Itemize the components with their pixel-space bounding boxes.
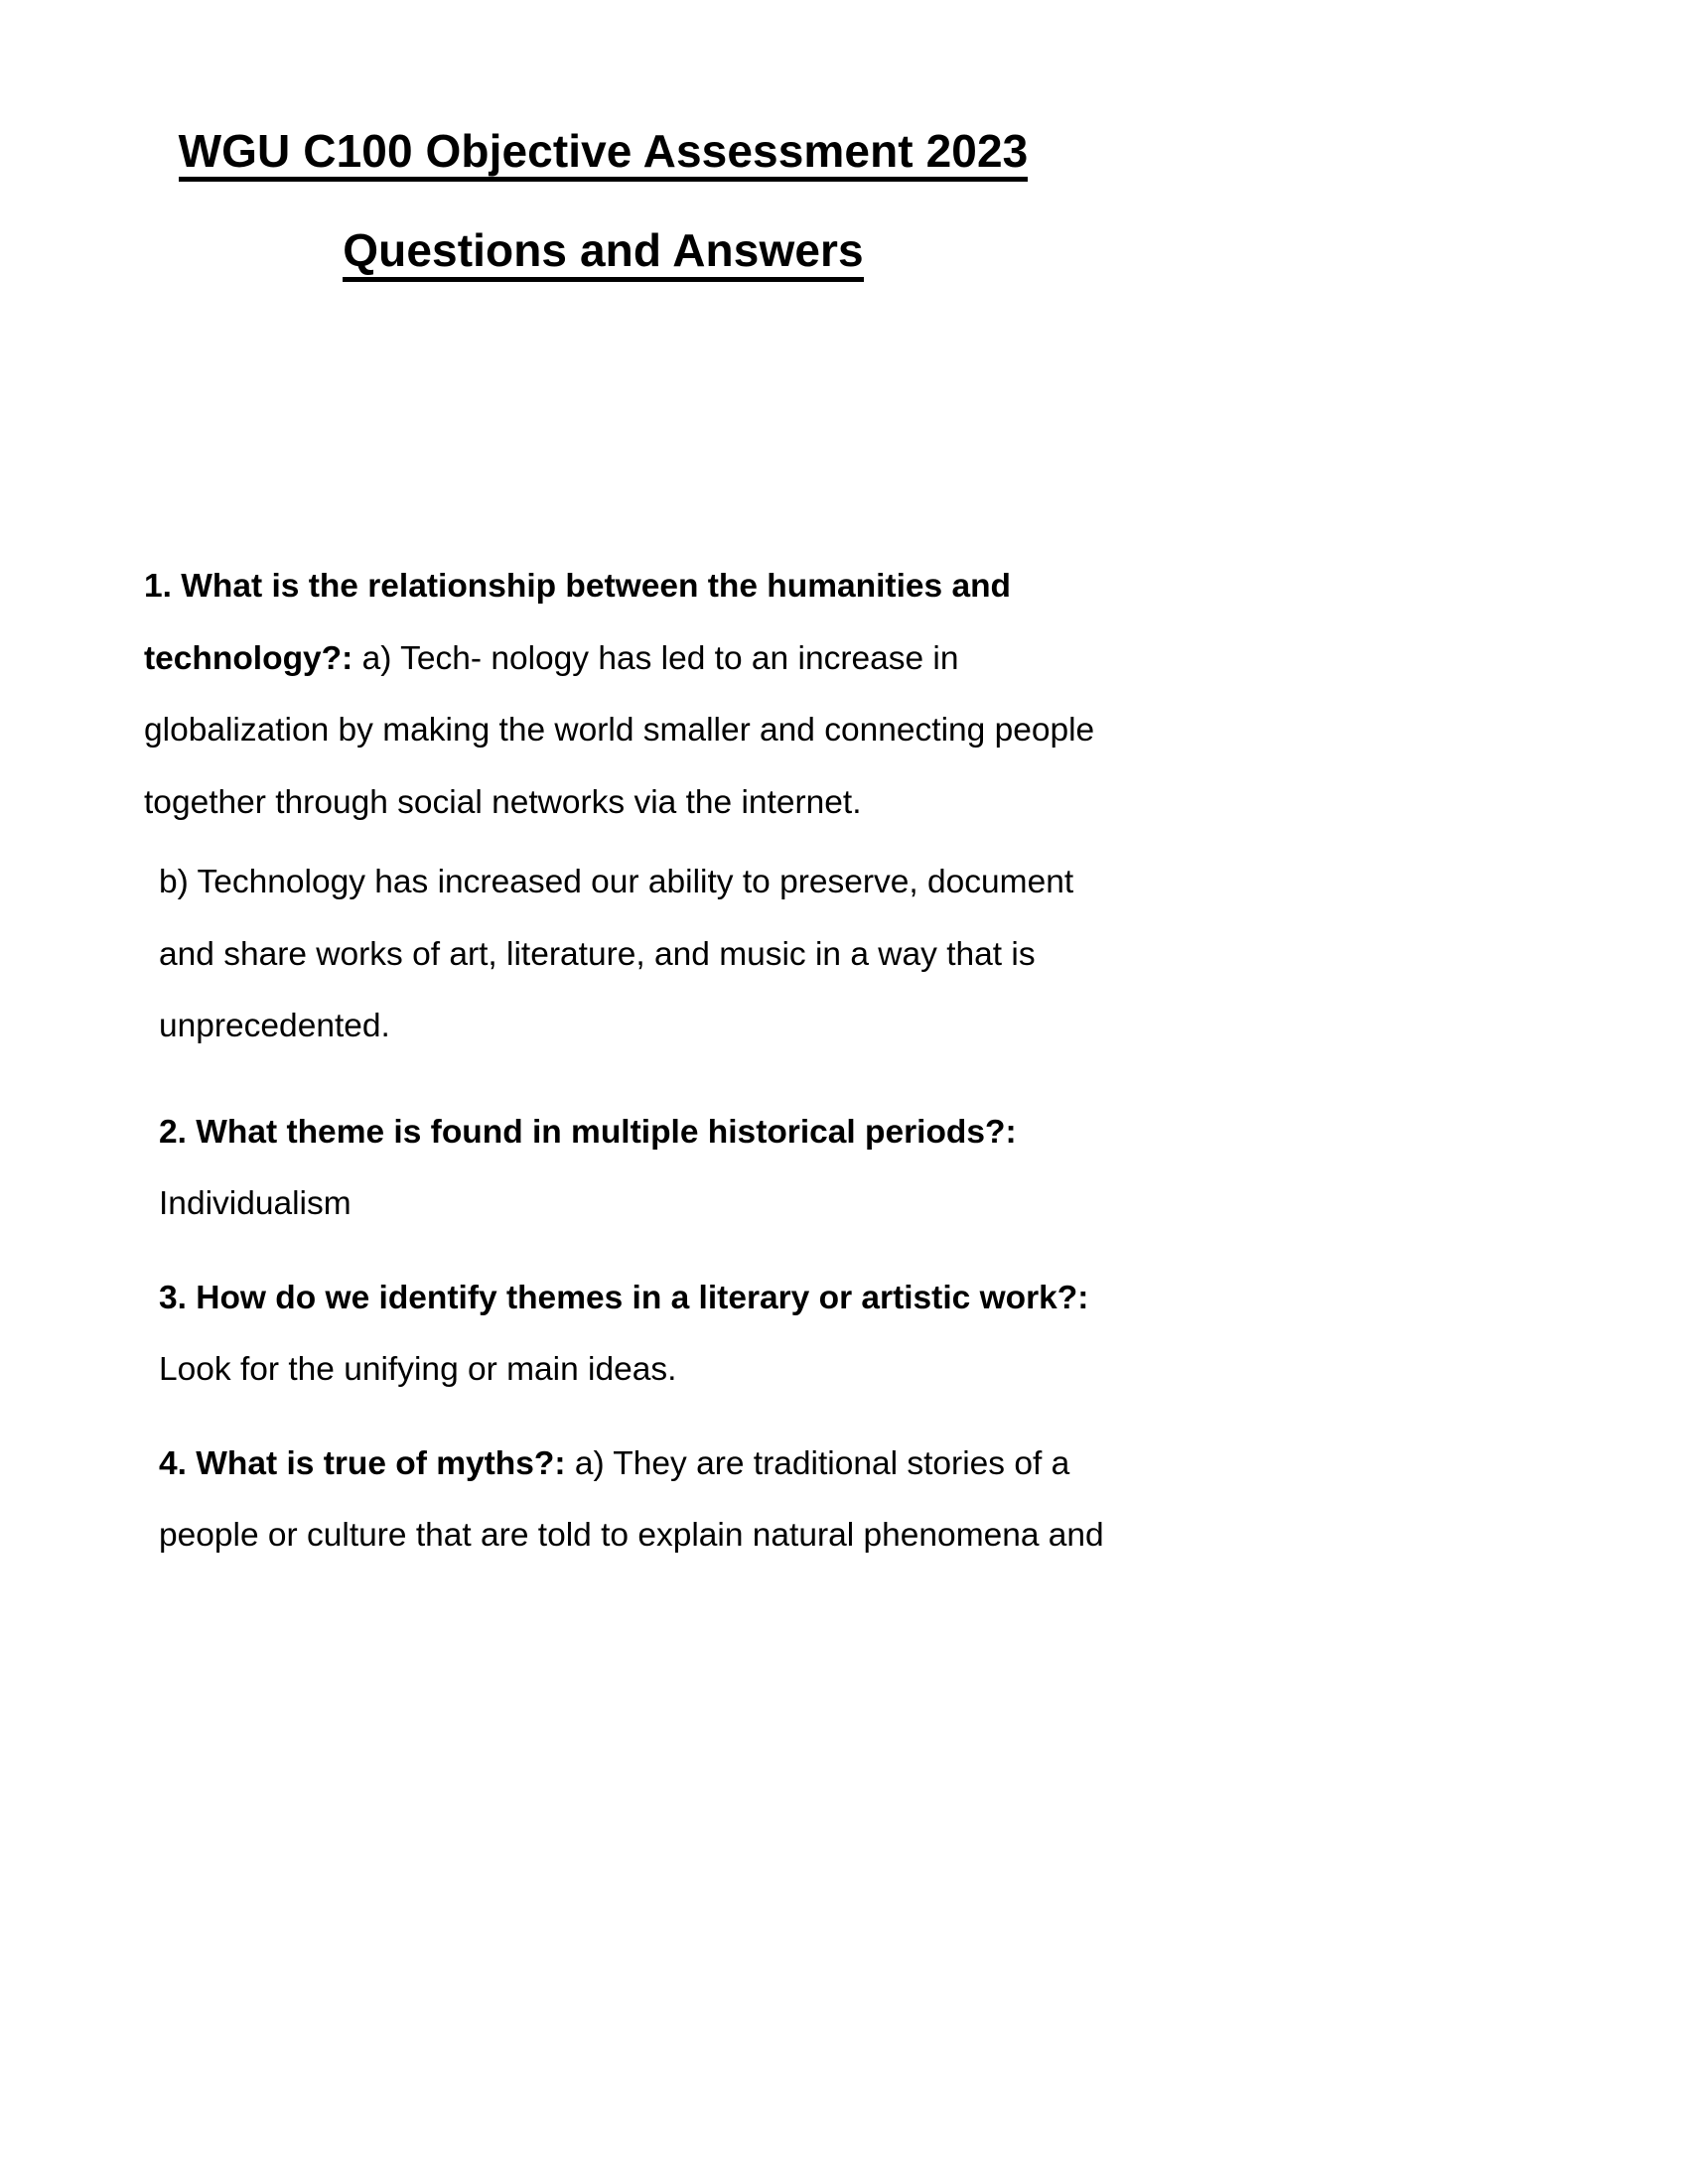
spacer (144, 1407, 1137, 1429)
question-2-line (159, 1097, 1137, 1169)
document-body (144, 551, 1137, 1572)
question-1-stem: What is the relationship between the humanities and technology?: (144, 568, 1012, 677)
spacer (144, 1063, 1137, 1097)
qa-block-3 (159, 1263, 1137, 1407)
document-title-line-1 (0, 127, 1206, 182)
question-4-answer: a) They are traditional stories of a people or culture that are told to explain natural phenomena and (159, 1444, 1104, 1554)
qa-block-4 (159, 1429, 1137, 1572)
qa-block-2 (159, 1097, 1137, 1241)
question-4-number: 4. (159, 1444, 187, 1482)
question-1-answer-b: b) Technology has increased our ability to preserve, document and share works of art, literature, and music in a way that is unprecedented. (159, 864, 1074, 1044)
question-1-number: 1. (144, 568, 172, 605)
question-2-number: 2. (159, 1113, 187, 1151)
question-1-line (144, 551, 1137, 839)
document-title-line-1-text: WGU C100 Objective Assessment 2023 (179, 127, 1029, 182)
question-3-answer: Look for the unifying or main ideas. (159, 1351, 677, 1388)
question-1-answer-a: a) Tech- nology has led to an increase in globalization by making the world smaller and connecting people together through social networks via the internet. (144, 639, 1095, 821)
spacer (144, 1241, 1137, 1263)
question-4-line (159, 1429, 1137, 1572)
question-2-answer: Individualism (159, 1185, 352, 1222)
question-3-line (159, 1263, 1137, 1407)
question-3-stem: How do we identify themes in a literary or artistic work?: (196, 1279, 1089, 1316)
qa-block-1 (144, 551, 1137, 1063)
question-2-stem: What theme is found in multiple historical periods?: (196, 1113, 1017, 1151)
question-3-number: 3. (159, 1279, 187, 1316)
document-title-line-2-text: Questions and Answers (343, 226, 863, 281)
document-title-line-2 (0, 226, 1206, 281)
document-header (0, 127, 1206, 282)
question-4-stem: What is true of myths?: (196, 1444, 566, 1482)
spacer (144, 839, 1137, 847)
